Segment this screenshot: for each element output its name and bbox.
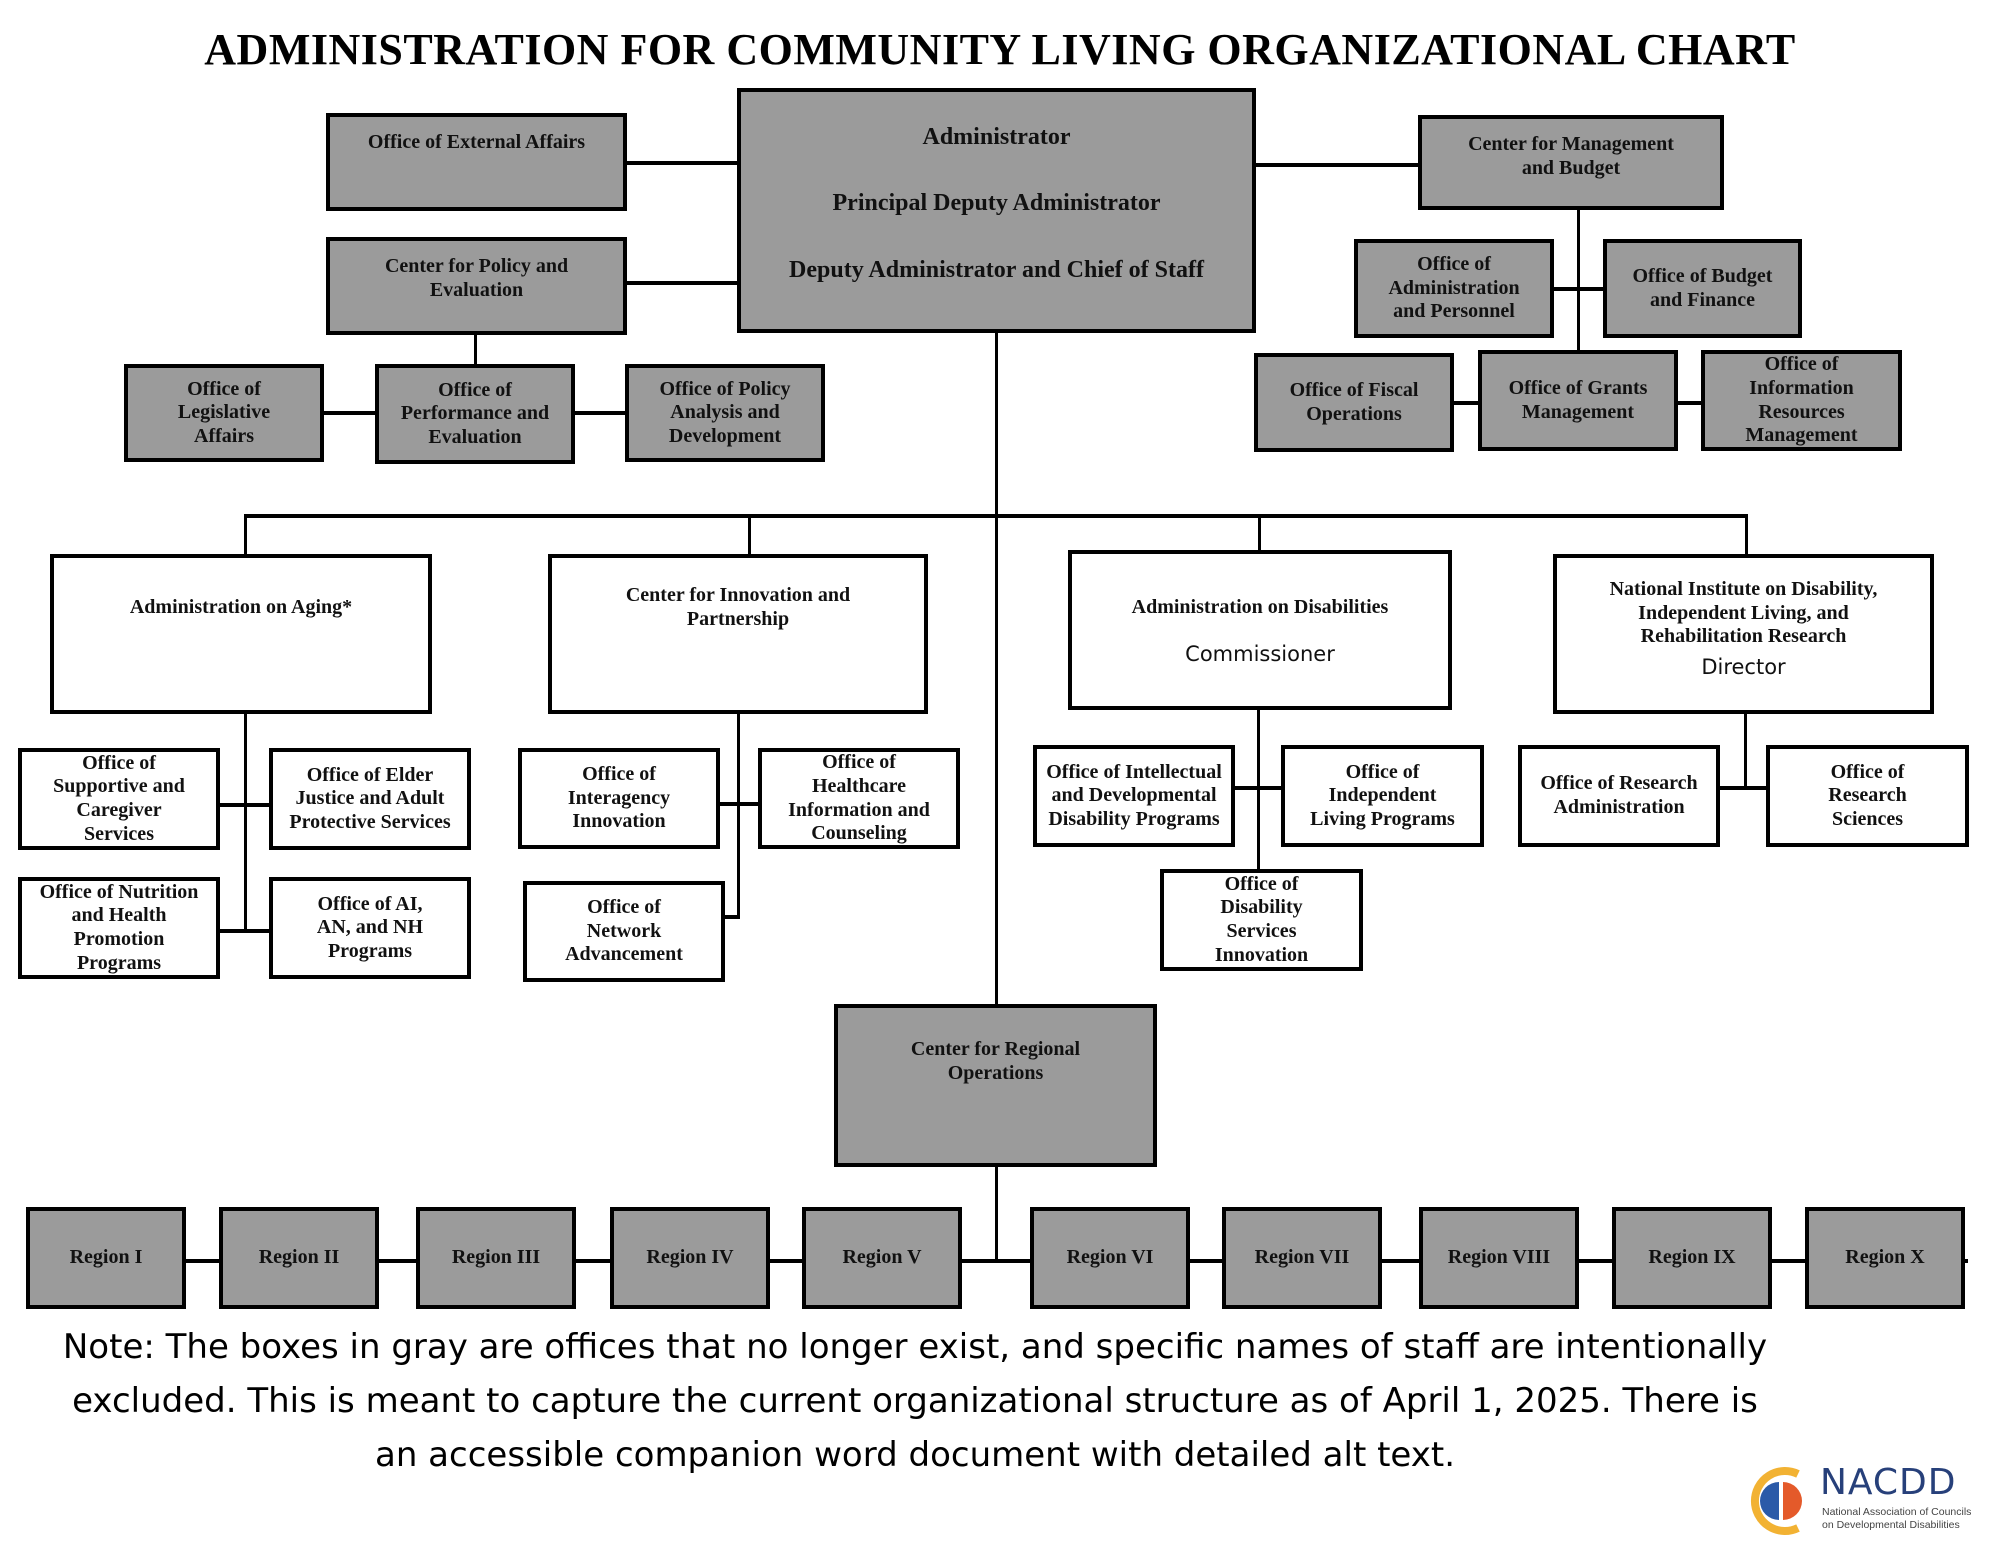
office-ai-an-nh: [269, 877, 471, 979]
logo-subtitle-line: on Developmental Disabilities: [1822, 1519, 1960, 1531]
office-label: Office of Healthcare Information and Counseling: [788, 751, 930, 845]
connector-line: [575, 411, 625, 415]
office-label: Office of Policy Analysis and Development: [659, 377, 791, 447]
region-box: [26, 1207, 186, 1309]
office-administration-personnel: [1354, 239, 1554, 338]
deputy-chief-of-staff-label: Deputy Administrator and Chief of Staff: [789, 256, 1204, 283]
division-label: National Institute on Disability, Independent Living, and Rehabilitation Research: [1609, 578, 1878, 648]
connector-line: [474, 335, 477, 364]
division-nidilrr: [1553, 554, 1934, 714]
office-label: Office of AI, AN, and NH Programs: [316, 892, 424, 962]
center-policy-evaluation: [326, 237, 627, 335]
office-label: Center for Regional Operations: [910, 1038, 1081, 1084]
principal-deputy-label: Principal Deputy Administrator: [832, 190, 1161, 217]
office-label: Office of Budget and Finance: [1632, 264, 1773, 311]
region-label: Region V: [842, 1246, 922, 1269]
region-box: [1612, 1207, 1772, 1309]
region-box: [1805, 1207, 1965, 1309]
office-label: Office of Research Administration: [1540, 772, 1698, 818]
office-label: Office of Elder Justice and Adult Protective Services: [289, 763, 451, 833]
division-label: Administration on Disabilities: [1131, 596, 1389, 618]
region-box: [219, 1207, 379, 1309]
division-leader-title: Director: [1701, 654, 1786, 679]
office-label: Office of Grants Management: [1508, 376, 1648, 423]
office-legislative-affairs: [124, 364, 324, 462]
connector-line: [1577, 210, 1580, 350]
office-label: Office of Interagency Innovation: [567, 763, 671, 833]
office-performance-evaluation: [375, 364, 575, 464]
office-budget-finance: [1603, 239, 1802, 338]
office-nutrition-health: [18, 877, 220, 979]
connector-line: [737, 714, 740, 918]
office-label: Office of Supportive and Caregiver Services: [53, 751, 185, 845]
region-label: Region VI: [1066, 1246, 1154, 1269]
connector-line: [748, 514, 751, 554]
footnote-line: excluded. This is meant to capture the current organizational structure as of April 1, 2025. There is: [72, 1381, 1758, 1421]
office-idd-programs: [1033, 745, 1235, 847]
division-disabilities: [1068, 550, 1452, 710]
connector-line: [1744, 714, 1747, 788]
office-label: Office of Legislative Affairs: [177, 377, 271, 447]
region-box: [1222, 1207, 1382, 1309]
connector-line: [1233, 786, 1281, 790]
connector-line: [995, 1166, 998, 1260]
connector-line: [1454, 401, 1478, 405]
office-label: Office of Nutrition and Health Promotion Programs: [39, 880, 199, 974]
connector-line: [627, 281, 737, 285]
connector-line: [244, 514, 247, 554]
footnote: [0, 1320, 1830, 1482]
division-aging: [50, 554, 432, 714]
logo-name: NACDD: [1820, 1462, 1957, 1503]
division-label: Center for Innovation and Partnership: [625, 584, 851, 630]
connector-line: [324, 411, 375, 415]
region-box: [416, 1207, 576, 1309]
connector-line: [1257, 710, 1260, 870]
connector-line: [220, 929, 269, 933]
footnote-line: an accessible companion word document with detailed alt text.: [374, 1435, 1455, 1475]
administrator-box: [737, 88, 1256, 333]
office-label: Office of Intellectual and Developmental Disability Programs: [1046, 760, 1222, 830]
office-external-affairs: [326, 113, 627, 211]
office-label: Office of Administration and Personnel: [1388, 253, 1520, 323]
division-leader-title: Commissioner: [1185, 641, 1335, 666]
logo-subtitle-line: National Association of Councils: [1822, 1506, 1972, 1518]
office-label: Office of Fiscal Operations: [1289, 378, 1419, 425]
office-fiscal-operations: [1254, 353, 1454, 452]
connector-line: [1256, 163, 1418, 167]
region-box: [1030, 1207, 1190, 1309]
office-network-advancement: [523, 881, 725, 982]
office-label: Office of Information Resources Management: [1745, 353, 1858, 447]
office-label: Office of Research Sciences: [1828, 760, 1907, 830]
connector-line: [220, 803, 269, 807]
division-innovation-partnership: [548, 554, 928, 714]
connector-line: [244, 714, 247, 932]
office-label: Office of External Affairs: [367, 131, 586, 153]
office-elder-justice: [269, 748, 471, 850]
office-policy-analysis: [625, 364, 825, 462]
connector-line: [1745, 514, 1748, 554]
office-label: Office of Independent Living Programs: [1310, 760, 1455, 830]
division-label: Administration on Aging*: [129, 596, 353, 618]
region-label: Region IV: [646, 1246, 734, 1269]
center-regional-operations: [834, 1004, 1157, 1167]
office-label: Office of Performance and Evaluation: [400, 378, 550, 448]
office-label: Center for Management and Budget: [1468, 133, 1674, 179]
administrator-label: Administrator: [922, 124, 1071, 150]
main-trunk-line: [995, 333, 998, 1007]
region-label: Region II: [258, 1246, 340, 1269]
connector-line: [1554, 287, 1603, 291]
division-bus-line: [244, 514, 1748, 518]
office-healthcare-information: [758, 748, 960, 849]
office-independent-living: [1281, 745, 1484, 847]
footnote-line: Note: The boxes in gray are offices that no longer exist, and specific names of staff are intentionally: [62, 1327, 1768, 1367]
region-label: Region X: [1845, 1246, 1925, 1269]
connector-line: [723, 915, 740, 919]
office-disability-services-innovation: [1160, 869, 1363, 971]
region-box: [802, 1207, 962, 1309]
office-label: Office of Network Advancement: [565, 896, 683, 966]
region-box: [610, 1207, 770, 1309]
office-research-sciences: [1766, 745, 1969, 847]
connector-line: [1678, 401, 1701, 405]
logo-subtitle: [1822, 1506, 1971, 1532]
nacdd-logo: [1748, 1462, 1988, 1540]
office-label: Office of Disability Services Innovation: [1214, 872, 1309, 966]
connector-line: [1258, 514, 1261, 550]
region-label: Region IX: [1648, 1246, 1736, 1269]
connector-line: [718, 802, 759, 806]
region-label: Region VIII: [1447, 1246, 1551, 1269]
center-management-budget: [1418, 115, 1724, 210]
office-supportive-caregiver: [18, 748, 220, 850]
connector-line: [1717, 786, 1767, 790]
office-research-administration: [1518, 745, 1720, 847]
region-label: Region I: [69, 1246, 143, 1269]
office-label: Center for Policy and Evaluation: [384, 255, 569, 301]
chart-title: ADMINISTRATION FOR COMMUNITY LIVING ORGANIZATIONAL CHART: [204, 25, 1796, 74]
office-grants-management: [1478, 350, 1678, 451]
region-box: [1419, 1207, 1579, 1309]
connector-line: [627, 161, 737, 165]
region-label: Region VII: [1254, 1246, 1350, 1269]
region-label: Region III: [451, 1246, 541, 1269]
nacdd-logo-icon: [1748, 1466, 1812, 1536]
office-interagency-innovation: [518, 748, 720, 849]
office-information-resources: [1701, 350, 1902, 451]
